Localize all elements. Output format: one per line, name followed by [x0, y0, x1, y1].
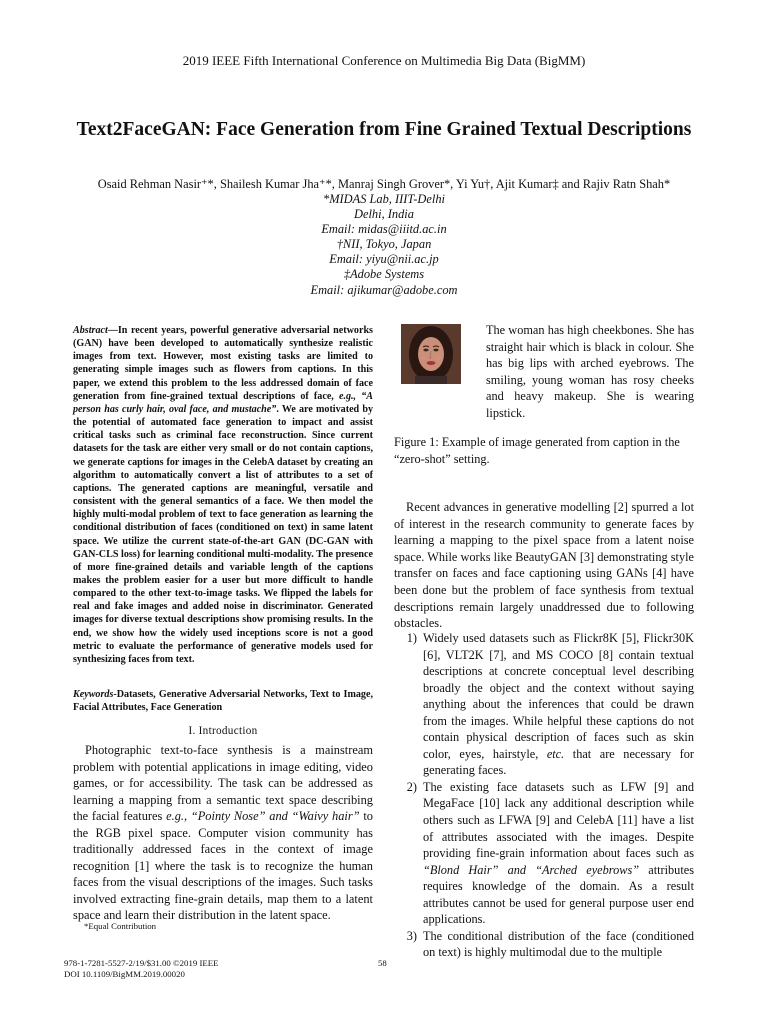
obstacle-list [394, 630, 694, 961]
footnote: *Equal Contribution [84, 921, 157, 931]
affiliation-line: †NII, Tokyo, Japan [336, 237, 432, 251]
abstract-text: —In recent years, powerful generative adversarial networks (GAN) have been developed to automatically synthesize realistic images from text. However, most existing tasks are limited to generating simple images such as flowers from captions. In this paper, we extend this problem to the less addressed domain of face generation from fine-grained textual descriptions of face, [73, 325, 373, 402]
list-item-text-part: attributes requires knowledge of the domain. As a result attributes cannot be used for general purpose user end applications. [423, 862, 694, 927]
doi-line: DOI 10.1109/BigMM.2019.00020 [64, 969, 185, 980]
abstract [73, 324, 373, 666]
affiliation-line: ‡Adobe Systems [343, 267, 425, 281]
list-item-text-part: The conditional distribution of the face (conditioned on text) is highly multimodal due to the multiple [423, 928, 694, 960]
abstract-text-continued: . We are motivated by the potential of automated face generation to impact and assist critical tasks such as criminal face reconstruction. Since current datasets for the task are either very small or do not contain captions, we generate captions for images in the CelebA dataset by creating an algorithm to automatically convert a list of attributes to a set of captions. The generated captions are meaningful, versatile and consistent with the general semantics of a face. We then model the highly multi-modal problem of text to face generation as learning the conditional distribution of faces (conditioned on text) in same latent space. We utilize the current state-of-the-art GAN (DC-GAN with GAN-CLS loss) for learning conditional multi-modality. The presence of more fine-grained details and variable length of the captions makes the problem easier for a user but more difficult to handle compared to the other text-to-image tasks. We flipped the labels for real and fake images and added noise in discriminator. Generated images for diverse textual descriptions show promising results. In the end, we show how the widely used inceptions score is not a good metric to evaluate the performance of generative models used for synthesizing faces from text. [73, 403, 373, 665]
conference-header: 2019 IEEE Fifth International Conference on Multimedia Big Data (BigMM) [182, 53, 586, 68]
list-item-emphasis: “Blond Hair” and “Arched eyebrows” [423, 862, 640, 877]
list-item-text-part: Widely used datasets such as Flickr8K [5], Flickr30K [6], VLT2K [7], and MS COCO [8] contain textual descriptions at concrete conceptual level describing broadly the object and the context without saying anything about the inferences that could be drawn from the images. While helpful these captions do not contain physical description of faces such as skin color, eyes, hairstyle, [423, 631, 694, 761]
paper-title: Text2FaceGAN: Face Generation from Fine Grained Textual Descriptions [76, 119, 692, 140]
intro-text: Photographic text-to-face synthesis is a mainstream problem with potential applications in image editing, video games, or for accessibility. The task can be addressed as learning a mapping from a semantic text space describing the facial features [73, 743, 373, 823]
affiliation-email: Email: midas@iiitd.ac.in [321, 222, 447, 236]
affiliation-email: Email: ajikumar@adobe.com [310, 283, 458, 297]
list-item-text-part: that are necessary for generating faces. [423, 746, 694, 778]
author-list: Osaid Rehman Nasir⁺*, Shailesh Kumar Jha⁺*, Manraj Singh Grover*, Yi Yu†, Ajit Kumar‡ and Rajiv Ratn Shah* [97, 177, 671, 191]
abstract-example: e.g., “A person has curly hair, oval face, and mustache” [73, 390, 373, 415]
list-item-text [423, 630, 694, 779]
affiliation-line: Delhi, India [354, 207, 414, 221]
intro-example: e.g., “Pointy Nose” and “Waivy hair” [166, 809, 360, 823]
keywords-text: -Datasets, Generative Adversarial Networks, Text to Image, Facial Attributes, Face Generation [73, 689, 373, 714]
list-item-text [423, 928, 694, 961]
isbn-line: 978-1-7281-5527-2/19/$31.00 ©2019 IEEE [64, 958, 219, 968]
introduction-paragraph [73, 742, 373, 924]
abstract-label: Abstract [73, 325, 108, 336]
figure-input-caption: The woman has high cheekbones. She has straight hair which is black in colour. She has big lips with arched eyebrows. The smiling, young woman has rosy cheeks and heavy makeup. She is wearing lipstick. [486, 323, 694, 420]
paragraph-recent-advances: Recent advances in generative modelling [2] spurred a lot of interest in the research community to generate faces by learning a mapping to the pixel space from a latent noise space. While works like BeautyGAN [3] demonstrating style transfer on faces and face captioning using GANs [4] have been done but the problem of face synthesis from textual descriptions remain largely unaddressed due to following obstacles. [394, 500, 694, 631]
list-item-text-part: The existing face datasets such as LFW [9] and MegaFace [10] lack any additional description while others such as LFWA [9] and CelebA [11] have a list of attributes associated with the images. Despite providing fine-grain information about faces such as [423, 779, 694, 861]
page-number: 58 [378, 958, 387, 968]
list-item-text [423, 779, 694, 928]
list-item-number: 1) [406, 631, 417, 645]
list-item [394, 630, 694, 779]
intro-text-continued: to the RGB pixel space. Computer vision community has traditionally addressed faces in the context of image recognition [1] where the task is to recognize the human faces from the visual descriptions of the images. Such tasks involved extracting fine-grain details, map them to a latent space and learn their distribution in the latent space. [73, 809, 373, 922]
list-item-number: 2) [406, 779, 417, 794]
figure-caption: Figure 1: Example of image generated from caption in the “zero-shot” setting. [394, 435, 680, 466]
keywords-label: Keywords [73, 689, 114, 700]
affiliation-line: *MIDAS Lab, IIIT-Delhi [323, 192, 445, 206]
list-item [394, 779, 694, 928]
affiliation-email: Email: yiyu@nii.ac.jp [329, 252, 439, 266]
list-item-number: 3) [406, 928, 417, 943]
keywords [73, 688, 373, 714]
list-item [394, 928, 694, 961]
section-heading-introduction: I. Introduction [188, 725, 258, 737]
copyright-footer [64, 958, 219, 981]
generated-face-image [401, 324, 461, 384]
list-item-emphasis: etc. [546, 746, 565, 761]
face-portrait-image [401, 324, 461, 384]
